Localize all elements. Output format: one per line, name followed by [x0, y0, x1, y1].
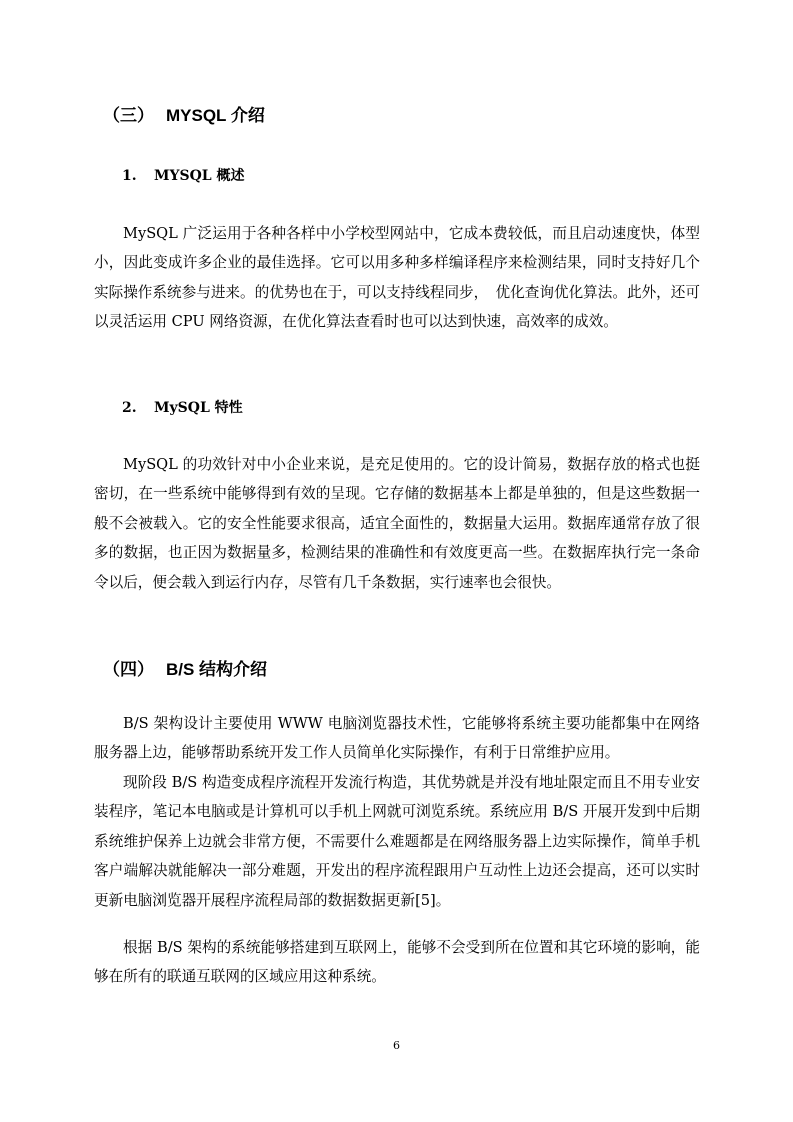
section-4-title: B/S 结构介绍	[166, 660, 268, 679]
mysql-features-paragraph: MySQL 的功效针对中小企业来说，是充足使用的。它的设计简易，数据存放的格式也挺密切，在一些系统中能够得到有效的呈现。它存储的数据基本上都是单独的，但是这些数据一般不会被载入。它的安全性能要求很高，适宜全面性的，数据量大运用。数据库通常存放了很多的数据，也正因为数据量多，检测结果的准确性和有效度更高一些。在数据库执行完一条命令以后，便会载入到运行内存，尽管有几千条数据，实行速率也会很快。	[94, 456, 700, 591]
subsection-1-index: 1.	[122, 168, 137, 184]
section-3-heading	[103, 104, 265, 128]
section-4-number: （四）	[103, 660, 154, 679]
section-3-number: （三）	[103, 106, 154, 125]
subsection-2-index: 2.	[122, 400, 137, 416]
mysql-overview-paragraph: MySQL 广泛运用于各种各样中小学校型网站中，它成本费较低，而且启动速度快，体型小，因此变成许多企业的最佳选择。它可以用多种多样编译程序来检测结果，同时支持好几个实际操作系统参与进来。的优势也在于，可以支持线程同步， 优化查询优化算法。此外，还可以灵活运用 CPU 网络资源，在优化算法查看时也可以达到快速，高效率的成效。	[94, 225, 700, 331]
subsection-1-heading	[122, 166, 245, 186]
bs-paragraph-1: B/S 架构设计主要使用 WWW 电脑浏览器技术性，它能够将系统主要功能都集中在网络服务器上边，能够帮助系统开发工作人员简单化实际操作，有利于日常维护应用。	[94, 715, 700, 762]
section-4-heading	[103, 658, 267, 682]
bs-paragraph-2: 现阶段 B/S 构造变成程序流程开发流行构造，其优势就是并没有地址限定而且不用专业安装程序，笔记本电脑或是计算机可以手机上网就可浏览系统。系统应用 B/S 开展开发到中后期系统维护保养上边就会非常方便，不需要什么难题都是在网络服务器上边实际操作，简单手机客户端解决就能解决一部分难题，开发出的程序流程跟用户互动性上边还会提高，还可以实时更新电脑浏览器开展程序流程局部的数据数据更新[5]。	[94, 774, 700, 909]
subsection-1-title: MYSQL 概述	[154, 168, 245, 184]
section-3-title: MYSQL 介绍	[166, 106, 265, 125]
subsection-2-heading	[122, 398, 243, 418]
bs-paragraph-3: 根据 B/S 架构的系统能够搭建到互联网上，能够不会受到所在位置和其它环境的影响，能够在所有的联通互联网的区域应用这种系统。	[94, 939, 700, 986]
page-number: 6	[393, 1039, 400, 1052]
subsection-2-title: MySQL 特性	[154, 400, 243, 416]
